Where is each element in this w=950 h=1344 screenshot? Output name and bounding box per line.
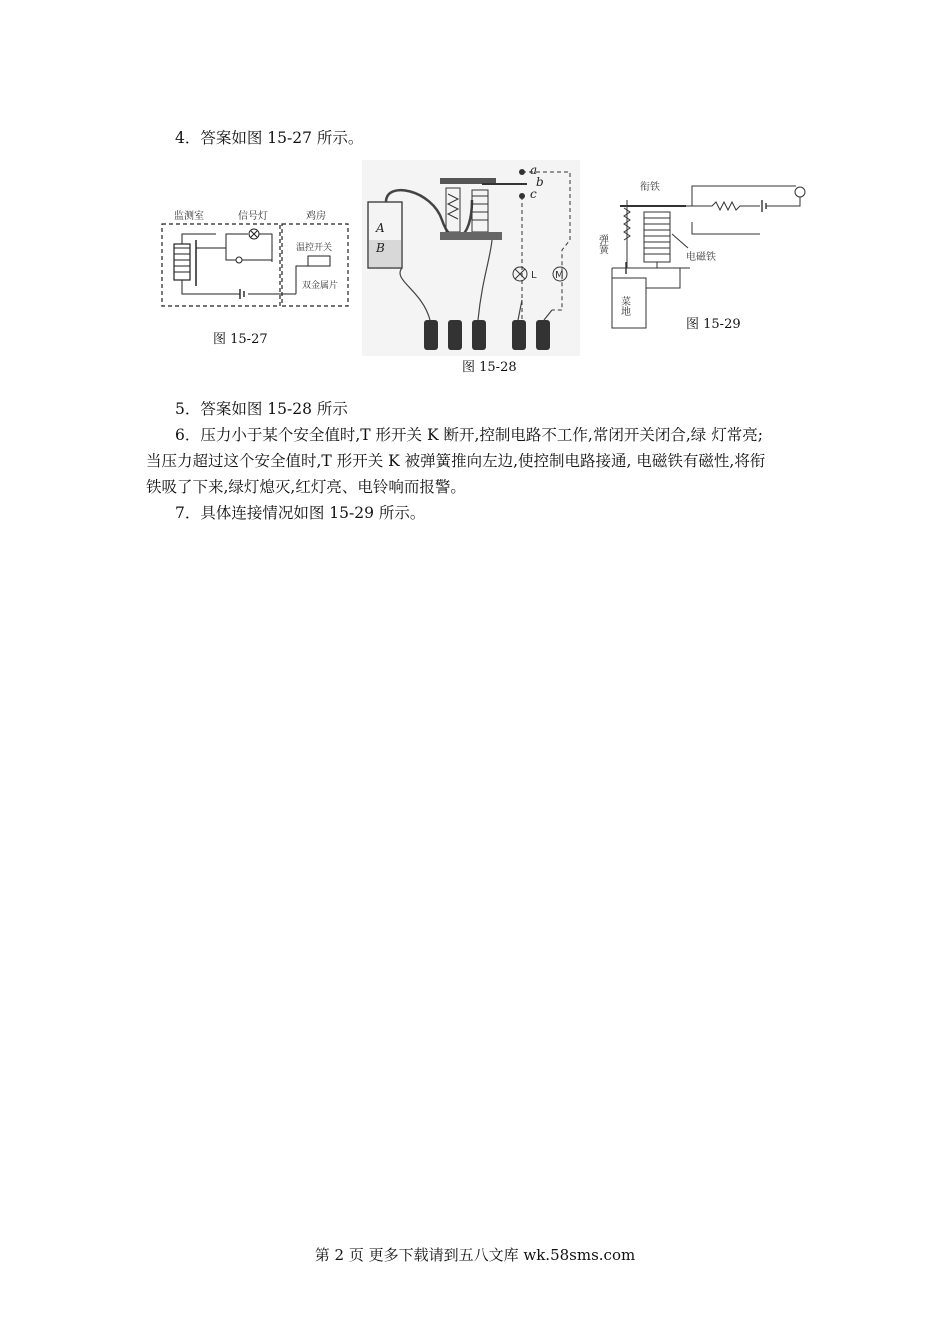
label-L: L bbox=[531, 270, 537, 281]
label-bimetal: 双金属片 bbox=[302, 281, 339, 291]
label-chicken-house: 鸡房 bbox=[306, 211, 326, 222]
label-temp-switch: 温控开关 bbox=[296, 243, 333, 253]
caption-15-29: 图 15-29 bbox=[686, 317, 741, 332]
figure-15-29 bbox=[596, 178, 810, 330]
paragraph-7: 7．具体连接情况如图 15-29 所示。 bbox=[175, 504, 426, 522]
circuit-diagram-15-27 bbox=[156, 204, 356, 314]
paragraph-6-line-2: 当压力超过这个安全值时,T 形开关 K 被弹簧推向左边,使控制电路接通, 电磁铁有磁性,将衔 bbox=[146, 452, 766, 470]
label-monitor-room: 监测室 bbox=[174, 211, 204, 222]
label-armature: 衔铁 bbox=[640, 182, 660, 193]
circuit-diagram-15-28 bbox=[362, 160, 580, 356]
label-b: b bbox=[536, 175, 544, 189]
label-vegetable-field: 菜地 bbox=[618, 296, 630, 316]
circuit-diagram-15-29 bbox=[596, 178, 810, 330]
label-spring-1: 弹簧 bbox=[596, 234, 608, 254]
paragraph-4: 4．答案如图 15-27 所示。 bbox=[175, 129, 364, 147]
paragraph-6-line-1: 6．压力小于某个安全值时,T 形开关 K 断开,控制电路不工作,常闭开关闭合,绿 灯常亮; bbox=[175, 426, 763, 444]
caption-15-27: 图 15-27 bbox=[213, 332, 268, 347]
label-M: M bbox=[555, 270, 564, 281]
label-B: B bbox=[376, 241, 385, 255]
paragraph-6-line-3: 铁吸了下来,绿灯熄灭,红灯亮、电铃响而报警。 bbox=[146, 478, 466, 496]
label-signal-lamp: 信号灯 bbox=[238, 211, 268, 222]
label-A: A bbox=[376, 221, 385, 235]
label-a: a bbox=[530, 163, 538, 177]
caption-15-28: 图 15-28 bbox=[462, 360, 517, 375]
figure-15-27 bbox=[156, 204, 356, 314]
label-electromagnet: 电磁铁 bbox=[686, 252, 716, 263]
label-c: c bbox=[530, 187, 537, 201]
paragraph-5: 5．答案如图 15-28 所示 bbox=[175, 400, 348, 418]
figure-15-28 bbox=[362, 160, 580, 356]
page-footer: 第 2 页 更多下载请到五八文库 wk.58sms.com bbox=[314, 1246, 636, 1264]
